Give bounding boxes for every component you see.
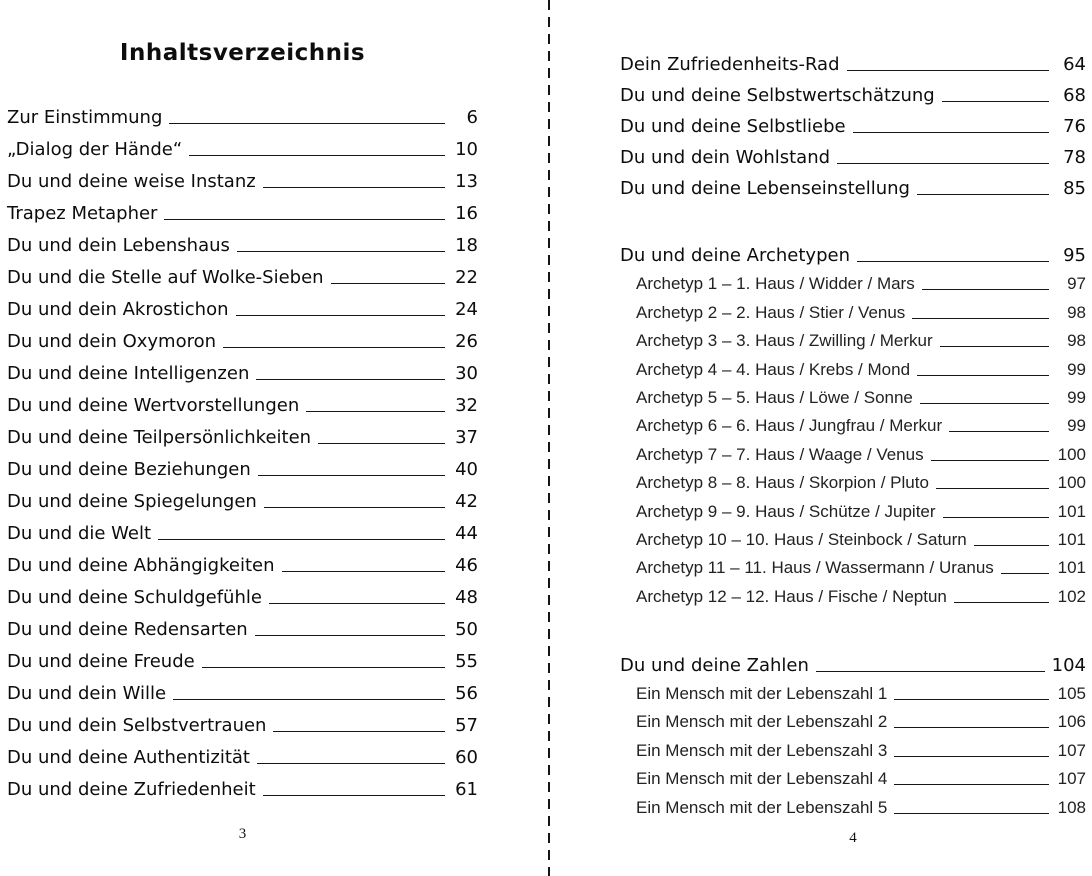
toc-entry: [620, 294, 1086, 322]
toc-entry: [620, 704, 1086, 732]
toc-entry: [620, 44, 1086, 75]
page-divider-dashed-line: [548, 0, 550, 876]
toc-entry-label: Archetyp 10 – 10. Haus / Steinbock / Saturn: [636, 529, 967, 549]
toc-entry-label: Ein Mensch mit der Lebenszahl 4: [636, 769, 888, 789]
toc-leader-line: [894, 699, 1049, 700]
toc-entry: [7, 128, 478, 160]
toc-entry-page: 100: [1057, 473, 1086, 493]
toc-entry-label: Dein Zufriedenheits-Rad: [620, 54, 840, 75]
toc-entry: [7, 544, 478, 576]
toc-leader-line: [257, 763, 445, 764]
toc-entry-label: Du und deine Redensarten: [7, 619, 248, 640]
toc-entry-label: Archetyp 9 – 9. Haus / Schütze / Jupiter: [636, 501, 936, 521]
toc-entry: [620, 75, 1086, 106]
toc-entry-page: 48: [455, 587, 478, 608]
toc-leader-line: [917, 194, 1049, 195]
toc-entry: [620, 137, 1086, 168]
left-toc-list: [7, 96, 478, 800]
toc-entry: [620, 465, 1086, 493]
toc-leader-line: [269, 603, 445, 604]
toc-entry-page: 102: [1057, 586, 1086, 606]
toc-entry: [7, 768, 478, 800]
toc-entry-page: 99: [1067, 416, 1086, 436]
toc-entry-label: Archetyp 4 – 4. Haus / Krebs / Mond: [636, 359, 911, 379]
toc-entry-label: Du und dein Akrostichon: [7, 299, 229, 320]
toc-entry: [7, 704, 478, 736]
toc-entry: [7, 512, 478, 544]
toc-leader-line: [894, 727, 1049, 728]
toc-entry: [620, 789, 1086, 817]
toc-entry: [7, 416, 478, 448]
toc-entry: [7, 96, 478, 128]
toc-entry: [620, 408, 1086, 436]
toc-section-heading-page: 104: [1051, 654, 1086, 676]
toc-leader-line: [954, 602, 1049, 603]
toc-entry-label: Archetyp 2 – 2. Haus / Stier / Venus: [636, 302, 906, 322]
toc-leader-line: [912, 318, 1049, 319]
toc-section-heading-page: 95: [1063, 245, 1086, 266]
toc-leader-line: [857, 261, 1049, 262]
toc-leader-line: [936, 488, 1049, 489]
toc-entry: [620, 522, 1086, 550]
zahlen-toc-list: [620, 676, 1086, 818]
toc-leader-line: [263, 795, 445, 796]
toc-leader-line: [853, 132, 1049, 133]
toc-entry-page: 56: [455, 683, 478, 704]
toc-entry-label: Du und deine Selbstliebe: [620, 116, 846, 137]
toc-leader-line: [263, 187, 445, 188]
toc-entry-page: 97: [1067, 274, 1086, 294]
toc-entry: [620, 761, 1086, 789]
toc-leader-line: [931, 460, 1049, 461]
toc-leader-line: [894, 813, 1049, 814]
toc-entry: [620, 436, 1086, 464]
toc-entry-label: Du und deine Teilpersönlichkeiten: [7, 427, 312, 448]
toc-entry-page: 99: [1067, 359, 1086, 379]
toc-entry-label: Du und deine Schuldgefühle: [7, 587, 262, 608]
toc-entry: [7, 224, 478, 256]
toc-leader-line: [169, 123, 445, 124]
archetypen-toc-list: [620, 266, 1086, 607]
toc-entry-label: Du und dein Selbstvertrauen: [7, 715, 267, 736]
toc-leader-line: [816, 671, 1045, 672]
toc-entry-page: 76: [1063, 116, 1086, 137]
toc-section-heading-label: Du und deine Zahlen: [620, 654, 809, 676]
toc-entry-page: 57: [455, 715, 478, 736]
toc-entry: [7, 160, 478, 192]
toc-entry-label: Du und die Welt: [7, 523, 152, 544]
toc-leader-line: [173, 699, 445, 700]
toc-entry: [7, 256, 478, 288]
toc-entry-page: 107: [1057, 769, 1086, 789]
toc-leader-line: [837, 163, 1049, 164]
toc-entry-page: 30: [455, 363, 478, 384]
toc-leader-line: [158, 539, 445, 540]
toc-entry: [7, 480, 478, 512]
toc-entry-label: Du und dein Lebenshaus: [7, 235, 230, 256]
toc-leader-line: [1001, 573, 1049, 574]
toc-entry: [620, 380, 1086, 408]
toc-entry: [620, 106, 1086, 137]
toc-leader-line: [949, 431, 1049, 432]
toc-entry: [620, 578, 1086, 606]
toc-entry-page: 106: [1057, 712, 1086, 732]
toc-entry: [7, 352, 478, 384]
toc-entry-page: 32: [455, 395, 478, 416]
toc-entry-label: Du und deine Intelligenzen: [7, 363, 250, 384]
toc-leader-line: [236, 315, 445, 316]
toc-entry: [620, 550, 1086, 578]
toc-entry-page: 100: [1057, 444, 1086, 464]
toc-entry: [620, 351, 1086, 379]
toc-entry-page: 22: [455, 267, 478, 288]
toc-entry: [620, 323, 1086, 351]
toc-entry: [620, 732, 1086, 760]
toc-entry: [7, 672, 478, 704]
toc-entry-label: Du und deine Lebenseinstellung: [620, 178, 910, 199]
toc-leader-line: [258, 475, 445, 476]
toc-entry-label: Du und deine Selbstwertschätzung: [620, 85, 935, 106]
toc-leader-line: [920, 403, 1049, 404]
toc-entry-label: Du und deine Wertvorstellungen: [7, 395, 300, 416]
toc-leader-line: [894, 784, 1049, 785]
toc-entry: [7, 608, 478, 640]
toc-entry-page: 6: [466, 107, 478, 128]
toc-entry-page: 105: [1057, 684, 1086, 704]
toc-entry: [620, 676, 1086, 704]
toc-entry-page: 107: [1057, 740, 1086, 760]
toc-leader-line: [331, 283, 445, 284]
toc-entry-page: 16: [455, 203, 478, 224]
toc-entry-page: 46: [455, 555, 478, 576]
toc-entry-page: 61: [455, 779, 478, 800]
toc-section-heading-zahlen: [620, 645, 1086, 676]
toc-entry-label: Trapez Metapher: [7, 203, 158, 224]
toc-entry-page: 101: [1057, 558, 1086, 578]
toc-entry-page: 108: [1057, 797, 1086, 817]
toc-entry-label: Du und deine Abhängigkeiten: [7, 555, 275, 576]
left-page-number: 3: [238, 826, 247, 842]
toc-entry: [7, 448, 478, 480]
toc-leader-line: [164, 219, 445, 220]
toc-leader-line: [202, 667, 445, 668]
toc-leader-line: [306, 411, 445, 412]
toc-entry-page: 78: [1063, 147, 1086, 168]
toc-entry-page: 60: [455, 747, 478, 768]
toc-entry: [7, 640, 478, 672]
toc-entry: [7, 288, 478, 320]
toc-entry-label: Archetyp 11 – 11. Haus / Wassermann / Uranus: [636, 558, 994, 578]
toc-entry-label: Ein Mensch mit der Lebenszahl 2: [636, 712, 888, 732]
toc-leader-line: [264, 507, 445, 508]
toc-leader-line: [917, 375, 1049, 376]
toc-entry-label: Archetyp 8 – 8. Haus / Skorpion / Pluto: [636, 473, 929, 493]
toc-entry-page: 98: [1067, 302, 1086, 322]
toc-entry-label: Archetyp 5 – 5. Haus / Löwe / Sonne: [636, 387, 913, 407]
toc-entry-label: Du und deine weise Instanz: [7, 171, 256, 192]
toc-entry-label: Archetyp 7 – 7. Haus / Waage / Venus: [636, 444, 924, 464]
toc-leader-line: [282, 571, 446, 572]
toc-entry-label: „Dialog der Hände“: [7, 139, 183, 160]
toc-section-heading-archetypen: [620, 235, 1086, 266]
toc-entry-page: 101: [1057, 529, 1086, 549]
toc-leader-line: [273, 731, 445, 732]
toc-entry-label: Du und deine Freude: [7, 651, 195, 672]
toc-leader-line: [942, 101, 1049, 102]
toc-leader-line: [943, 517, 1049, 518]
toc-leader-line: [223, 347, 445, 348]
right-page: [620, 44, 1086, 818]
toc-entry-page: 24: [455, 299, 478, 320]
toc-leader-line: [318, 443, 445, 444]
toc-leader-line: [255, 635, 445, 636]
toc-entry-page: 37: [455, 427, 478, 448]
toc-leader-line: [847, 70, 1049, 71]
toc-entry-label: Du und deine Zufriedenheit: [7, 779, 256, 800]
toc-entry-label: Ein Mensch mit der Lebenszahl 1: [636, 684, 888, 704]
toc-entry-page: 40: [455, 459, 478, 480]
toc-leader-line: [189, 155, 445, 156]
toc-entry-page: 85: [1063, 178, 1086, 199]
toc-leader-line: [256, 379, 445, 380]
toc-leader-line: [894, 756, 1049, 757]
toc-entry-page: 10: [455, 139, 478, 160]
right-toc-top-list: [620, 44, 1086, 199]
toc-entry-label: Du und dein Oxymoron: [7, 331, 217, 352]
toc-entry-page: 50: [455, 619, 478, 640]
toc-leader-line: [974, 545, 1049, 546]
toc-entry-page: 68: [1063, 85, 1086, 106]
toc-entry-label: Archetyp 12 – 12. Haus / Fische / Neptun: [636, 586, 947, 606]
toc-entry: [620, 266, 1086, 294]
toc-entry-page: 44: [455, 523, 478, 544]
toc-entry: [7, 736, 478, 768]
toc-entry-label: Du und deine Authentizität: [7, 747, 250, 768]
toc-entry-page: 98: [1067, 331, 1086, 351]
left-page: [7, 40, 478, 800]
toc-entry-page: 26: [455, 331, 478, 352]
toc-entry: [7, 576, 478, 608]
toc-entry-page: 55: [455, 651, 478, 672]
toc-entry-label: Archetyp 3 – 3. Haus / Zwilling / Merkur: [636, 331, 933, 351]
toc-entry: [7, 192, 478, 224]
toc-entry: [7, 384, 478, 416]
toc-entry-label: Ein Mensch mit der Lebenszahl 3: [636, 740, 888, 760]
toc-entry-label: Ein Mensch mit der Lebenszahl 5: [636, 797, 888, 817]
toc-entry-label: Du und deine Spiegelungen: [7, 491, 257, 512]
toc-leader-line: [237, 251, 445, 252]
right-page-number: 4: [849, 830, 857, 846]
toc-entry-page: 42: [455, 491, 478, 512]
toc-title: Inhaltsverzeichnis: [119, 40, 366, 66]
toc-leader-line: [940, 346, 1049, 347]
toc-entry: [7, 320, 478, 352]
toc-entry-page: 64: [1063, 54, 1086, 75]
toc-entry-label: Du und deine Beziehungen: [7, 459, 251, 480]
toc-entry-label: Du und dein Wohlstand: [620, 147, 831, 168]
toc-entry: [620, 168, 1086, 199]
toc-entry-page: 18: [455, 235, 478, 256]
toc-entry-label: Du und dein Wille: [7, 683, 167, 704]
toc-entry-label: Archetyp 1 – 1. Haus / Widder / Mars: [636, 274, 915, 294]
toc-entry-label: Du und die Stelle auf Wolke-Sieben: [7, 267, 324, 288]
toc-entry-label: Archetyp 6 – 6. Haus / Jungfrau / Merkur: [636, 416, 943, 436]
toc-leader-line: [922, 289, 1049, 290]
toc-entry-label: Zur Einstimmung: [7, 107, 163, 128]
toc-entry: [620, 493, 1086, 521]
toc-entry-page: 99: [1067, 387, 1086, 407]
toc-section-heading-label: Du und deine Archetypen: [620, 245, 850, 266]
toc-entry-page: 13: [455, 171, 478, 192]
toc-entry-page: 101: [1057, 501, 1086, 521]
